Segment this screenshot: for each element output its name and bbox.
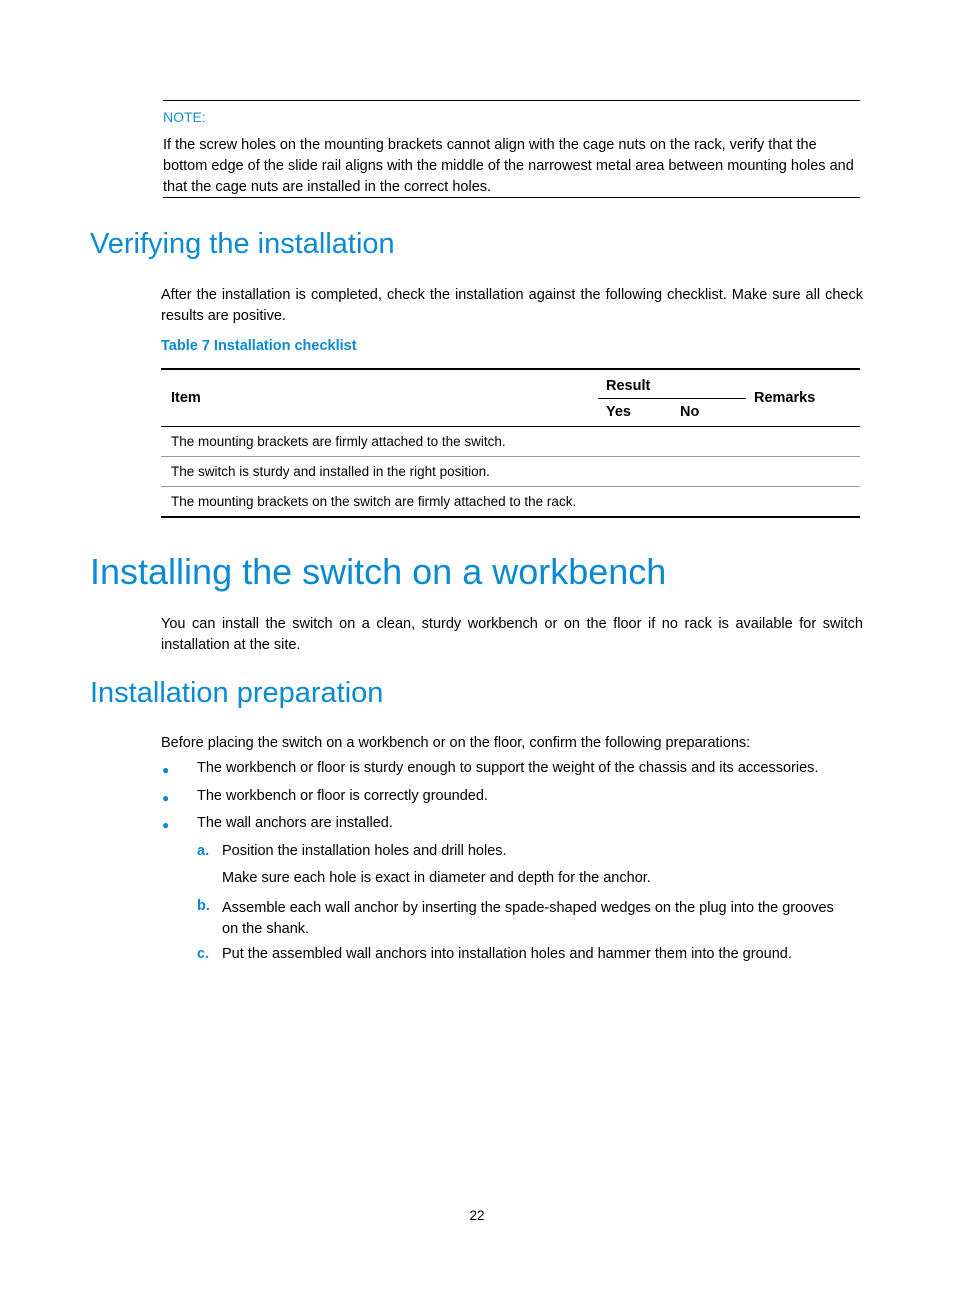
verify-intro: After the installation is completed, check the installation against the following checklist. Make sure all check results are positive.	[161, 287, 863, 324]
step-letter: c.	[197, 946, 210, 962]
table-row	[161, 486, 860, 517]
bullet-dot-icon: ●	[162, 791, 170, 805]
table-caption: Table 7 Installation checklist	[161, 338, 357, 354]
bullet-dot-icon: ●	[162, 763, 170, 777]
installation-checklist-table	[161, 368, 860, 518]
prep-intro: Before placing the switch on a workbench or on the floor, confirm the following preparations:	[161, 735, 751, 751]
step-subtext: Make sure each hole is exact in diameter and depth for the anchor.	[222, 870, 651, 886]
step-text: Assemble each wall anchor by inserting the spade-shaped wedges on the plug into the grooves on the shank.	[222, 900, 834, 937]
section-heading-preparation: Installation preparation	[90, 677, 384, 709]
page-number: 22	[469, 1208, 485, 1223]
step-text: Position the installation holes and drill holes.	[222, 843, 507, 859]
table-cell-item: The mounting brackets on the switch are firmly attached to the rack.	[161, 486, 598, 517]
step-letter: a.	[197, 843, 210, 859]
col-header-remarks: Remarks	[754, 389, 816, 406]
list-item: The workbench or floor is sturdy enough to support the weight of the chassis and its accessories.	[197, 760, 819, 776]
table-row	[161, 426, 860, 456]
col-header-item: Item	[171, 389, 201, 406]
table-cell-item: The mounting brackets are firmly attached to the switch.	[161, 426, 598, 456]
section-heading-verifying: Verifying the installation	[90, 228, 395, 260]
table-row	[161, 456, 860, 486]
note-label: NOTE:	[163, 109, 206, 125]
bullet-dot-icon: ●	[162, 818, 170, 832]
list-item: The workbench or floor is correctly grounded.	[197, 788, 488, 804]
step-text: Put the assembled wall anchors into installation holes and hammer them into the ground.	[222, 946, 792, 962]
note-text: If the screw holes on the mounting brackets cannot align with the cage nuts on the rack, verify that the bottom edge of the slide rail aligns with the middle of the narrowest metal area between mounting holes and that the cage nuts are installed in the correct holes.	[163, 137, 854, 195]
col-header-yes: Yes	[606, 404, 631, 420]
chapter-heading-workbench: Installing the switch on a workbench	[90, 551, 667, 592]
step-letter: b.	[197, 898, 210, 914]
workbench-intro: You can install the switch on a clean, sturdy workbench or on the floor if no rack is available for switch installation at the site.	[161, 616, 863, 653]
table-cell-item: The switch is sturdy and installed in the right position.	[161, 456, 598, 486]
list-item: The wall anchors are installed.	[197, 815, 393, 831]
col-header-no: No	[680, 404, 700, 420]
col-header-result: Result	[598, 369, 746, 398]
